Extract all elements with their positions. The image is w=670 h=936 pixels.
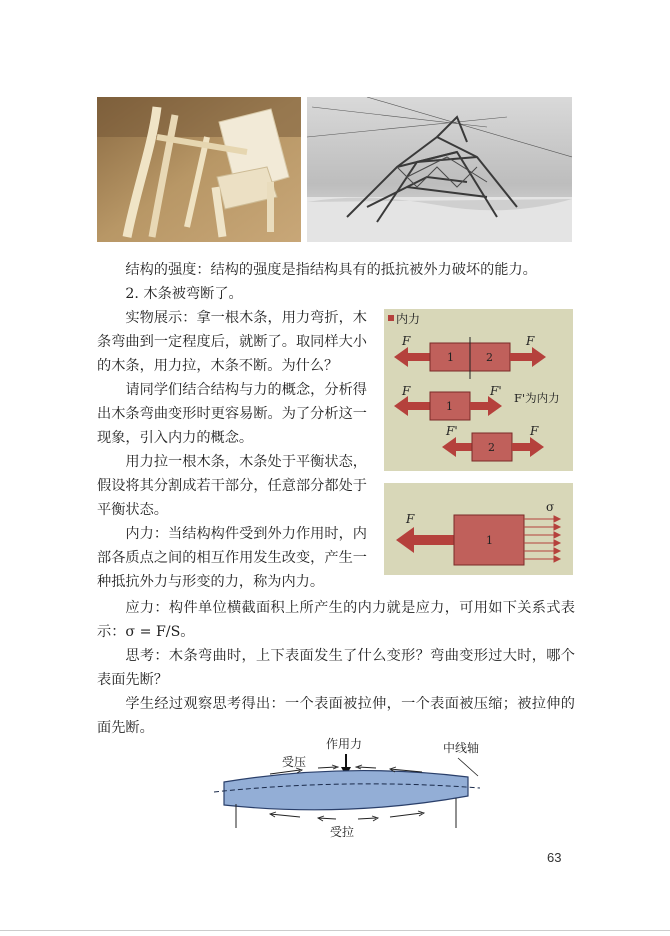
row2-force-left: F bbox=[402, 384, 411, 398]
load-label: 作用力 bbox=[326, 737, 363, 751]
stress-figure bbox=[384, 483, 573, 575]
row3-part2: 2 bbox=[488, 441, 495, 454]
internal-force-paragraph: 内力：当结构构件受到外力作用时，内部各质点之间的相互作用发生改变，产生一种抵抗外力与形变的力，称为内力。 bbox=[97, 526, 367, 590]
row1-force-left: F bbox=[402, 334, 411, 348]
compressed-label: 受压 bbox=[282, 755, 307, 769]
internal-force-figure bbox=[384, 309, 573, 471]
row3-force-prime: F' bbox=[446, 424, 458, 438]
row3-force-right: F bbox=[530, 424, 539, 438]
collapsed-tower-photo bbox=[307, 97, 572, 242]
broken-chair-photo bbox=[97, 97, 301, 242]
stress-part-label: 1 bbox=[486, 534, 493, 547]
row2-force-prime: F' bbox=[490, 384, 502, 398]
bending-beam-figure bbox=[200, 730, 500, 845]
row1-part1: 1 bbox=[447, 351, 454, 364]
row1-part2: 2 bbox=[486, 351, 493, 364]
demo-paragraph: 实物展示：拿一根木条，用力弯折，木条弯曲到一定程度后，就断了。取同样大小的木条，用力拉，木条不断。为什么？ bbox=[97, 310, 367, 374]
balance-paragraph: 用力拉一根木条，木条处于平衡状态，假设将其分割成若干部分，任意部分都处于平衡状态。 bbox=[97, 454, 367, 518]
internal-force-note: F'为内力 bbox=[514, 391, 560, 405]
conclusion-paragraph: 学生经过观察思考得出：一个表面被拉伸，一个表面被压缩；被拉伸的面先断。 bbox=[97, 696, 575, 736]
bottom-divider bbox=[0, 930, 670, 931]
strength-paragraph: 结构的强度：结构的强度是指结构具有的抵抗被外力破坏的能力。 bbox=[125, 262, 537, 278]
row1-force-right: F bbox=[526, 334, 535, 348]
tension-label: 受拉 bbox=[330, 825, 355, 839]
think-paragraph: 思考：木条弯曲时，上下表面发生了什么变形？弯曲变形过大时，哪个表面先断？ bbox=[97, 648, 575, 688]
stress-force-label: F bbox=[406, 512, 415, 526]
axis-label: 中线轴 bbox=[443, 741, 480, 755]
page-number: 63 bbox=[547, 850, 562, 865]
stress-paragraph: 应力：构件单位横截面积上所产生的内力就是应力，可用如下关系式表示：σ = F/S。 bbox=[97, 600, 575, 640]
stress-sigma-label: σ bbox=[546, 500, 555, 514]
row2-part1: 1 bbox=[446, 400, 453, 413]
analyze-paragraph: 请同学们结合结构与力的概念，分析得出木条弯曲变形时更容易断。为了分析这一现象，引入内力的概念。 bbox=[97, 382, 367, 446]
internal-force-title: 内力 bbox=[396, 312, 421, 326]
item-2-heading: 2. 木条被弯断了。 bbox=[125, 286, 243, 302]
